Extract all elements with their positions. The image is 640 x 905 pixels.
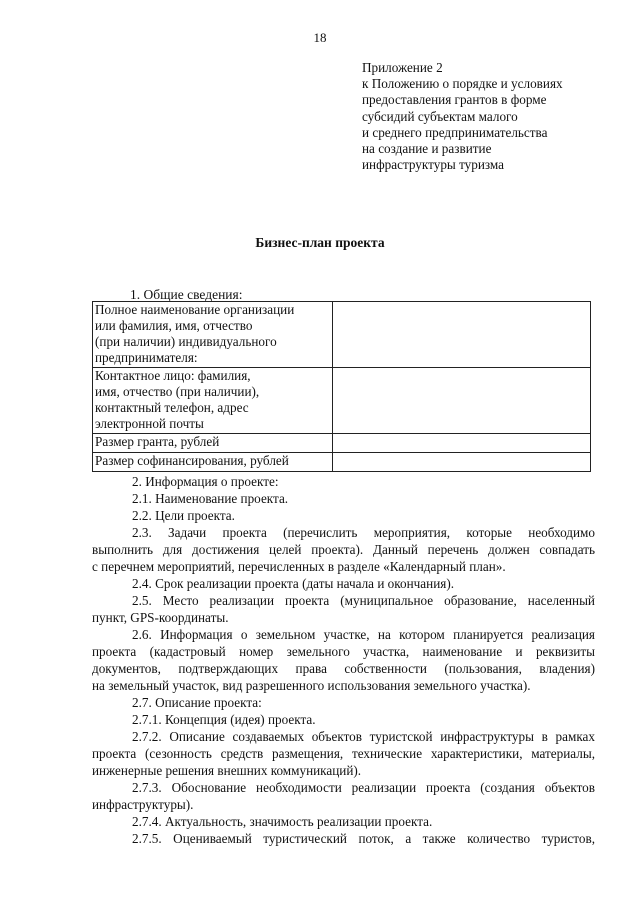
body-line: инфраструктуры). — [92, 797, 194, 812]
body-line: 2.2. Цели проекта. — [132, 508, 235, 523]
body-line: документов, подтверждающих права собственности (пользования, владения) — [92, 661, 595, 676]
body-line: с перечнем мероприятий, перечисленных в разделе «Календарный план». — [92, 559, 506, 574]
table-row — [93, 434, 591, 453]
body-line: инженерные решения внешних коммуникаций). — [92, 763, 362, 778]
cell-line: предпринимателя: — [95, 350, 198, 365]
body-line: 2.7. Описание проекта: — [132, 695, 262, 710]
body-line: 2.6. Информация о земельном участке, на котором планируется реализация — [132, 627, 595, 642]
body-line: 2.7.2. Описание создаваемых объектов туристской инфраструктуры в рамках — [132, 729, 595, 744]
body-line: 2.7.1. Концепция (идея) проекта. — [132, 712, 316, 727]
body-line: 2.7.5. Оцениваемый туристический поток, а также количество туристов, — [132, 831, 595, 846]
table-label-cell — [93, 434, 333, 453]
body-line: проекта (кадастровый номер земельного участка, наименование и реквизиты — [92, 644, 595, 659]
body-line: 2.7.3. Обоснование необходимости реализации проекта (создания объектов — [132, 780, 595, 795]
table-row — [93, 302, 591, 368]
body-line: выполнить для достижения целей проекта). Данный перечень должен совпадать — [92, 542, 595, 557]
body-line: 2.7.4. Актуальность, значимость реализации проекта. — [132, 814, 433, 829]
table-label-cell — [93, 453, 333, 472]
body-line: пункт, GPS-координаты. — [92, 610, 229, 625]
table-value-cell — [333, 453, 591, 472]
appendix-line: предоставления грантов в форме — [362, 92, 547, 108]
cell-line: имя, отчество (при наличии), — [95, 384, 260, 399]
body-line: 2.5. Место реализации проекта (муниципальное образование, населенный — [132, 593, 595, 608]
general-info-table — [92, 301, 591, 472]
body-line: 2.4. Срок реализации проекта (даты начала и окончания). — [132, 576, 455, 591]
appendix-line: субсидий субъектам малого — [362, 108, 518, 124]
table-value-cell — [333, 302, 591, 368]
cell-line: электронной почты — [95, 416, 204, 431]
page-number: 18 — [313, 30, 327, 45]
table-row — [93, 453, 591, 472]
cell-line: (при наличии) индивидуального — [95, 334, 277, 349]
body-line: 2.3. Задачи проекта (перечислить мероприятия, которые необходимо — [132, 525, 595, 540]
appendix-header — [362, 60, 563, 173]
table-row — [93, 368, 591, 434]
cell-line: или фамилия, имя, отчество — [95, 318, 253, 333]
appendix-line: на создание и развитие — [362, 141, 492, 157]
appendix-line: и среднего предпринимательства — [362, 124, 548, 140]
section-1-heading: 1. Общие сведения: — [130, 287, 243, 302]
cell-line: Размер софинансирования, рублей — [95, 453, 289, 468]
document-title: Бизнес-план проекта — [255, 235, 385, 250]
body-line: 2. Информация о проекте: — [132, 474, 279, 489]
appendix-line: к Положению о порядке и условиях — [362, 76, 563, 92]
cell-line: контактный телефон, адрес — [95, 400, 249, 415]
body-line: проекта (сезонность средств размещения, технические характеристики, материалы, — [92, 746, 595, 761]
cell-line: Контактное лицо: фамилия, — [95, 368, 251, 383]
body-line: 2.1. Наименование проекта. — [132, 491, 289, 506]
table-label-cell — [93, 302, 333, 368]
body-line: на земельный участок, вид разрешенного использования земельного участка). — [92, 678, 531, 693]
table-label-cell — [93, 368, 333, 434]
appendix-line: инфраструктуры туризма — [362, 157, 505, 173]
cell-line: Размер гранта, рублей — [95, 434, 220, 449]
table-value-cell — [333, 368, 591, 434]
table-value-cell — [333, 434, 591, 453]
cell-line: Полное наименование организации — [95, 302, 295, 317]
appendix-line: Приложение 2 — [362, 60, 443, 75]
